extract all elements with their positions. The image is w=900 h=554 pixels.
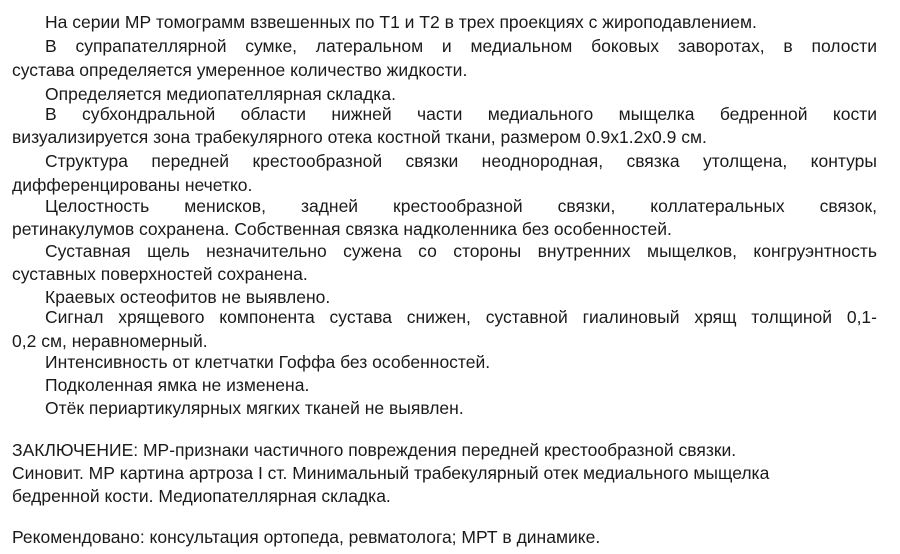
report-line: Отёк периартикулярных мягких тканей не выявлен. <box>45 398 464 418</box>
report-line: сустава определяется умеренное количество жидкости. <box>12 60 468 80</box>
report-line: Суставная щель незначительно сужена со стороны внутренних мыщелков, конгруэнтность <box>45 241 877 261</box>
report-line: Целостность менисков, задней крестообразной связки, коллатеральных связок, <box>45 196 877 216</box>
report-line: Сигнал хрящевого компонента сустава снижен, суставной гиалиновый хрящ толщиной 0,1- <box>45 307 877 327</box>
report-line: суставных поверхностей сохранена. <box>12 264 308 284</box>
report-line: В супрапателлярной сумке, латеральном и медиальном боковых заворотах, в полости <box>45 36 877 56</box>
recommendation-line: Рекомендовано: консультация ортопеда, ревматолога; МРТ в динамике. <box>12 527 601 547</box>
report-line: Определяется медиопателлярная складка. <box>45 84 396 104</box>
report-line: Подколенная ямка не изменена. <box>45 375 310 395</box>
report-line: На серии МР томограмм взвешенных по Т1 и Т2 в трех проекциях с жироподавлением. <box>45 12 757 32</box>
conclusion-line: ЗАКЛЮЧЕНИЕ: МР-признаки частичного повреждения передней крестообразной связки. <box>12 440 737 460</box>
conclusion-line: бедренной кости. Медиопателлярная складка. <box>12 486 391 506</box>
report-line: В субхондральной области нижней части медиального мыщелка бедренной кости <box>45 104 877 124</box>
report-line: Структура передней крестообразной связки неоднородная, связка утолщена, контуры <box>45 151 877 171</box>
report-line: визуализируется зона трабекулярного отека костной ткани, размером 0.9x1.2x0.9 см. <box>12 127 707 147</box>
report-line: дифференцированы нечетко. <box>12 175 253 195</box>
report-line: Интенсивность от клетчатки Гоффа без особенностей. <box>45 352 491 372</box>
report-line: 0,2 см, неравномерный. <box>12 331 208 351</box>
conclusion-line: Синовит. МР картина артроза I ст. Минимальный трабекулярный отек медиального мыщелка <box>12 463 770 483</box>
report-line: ретинакулумов сохранена. Собственная связка надколенника без особенностей. <box>12 219 672 239</box>
report-line: Краевых остеофитов не выявлено. <box>45 287 331 307</box>
